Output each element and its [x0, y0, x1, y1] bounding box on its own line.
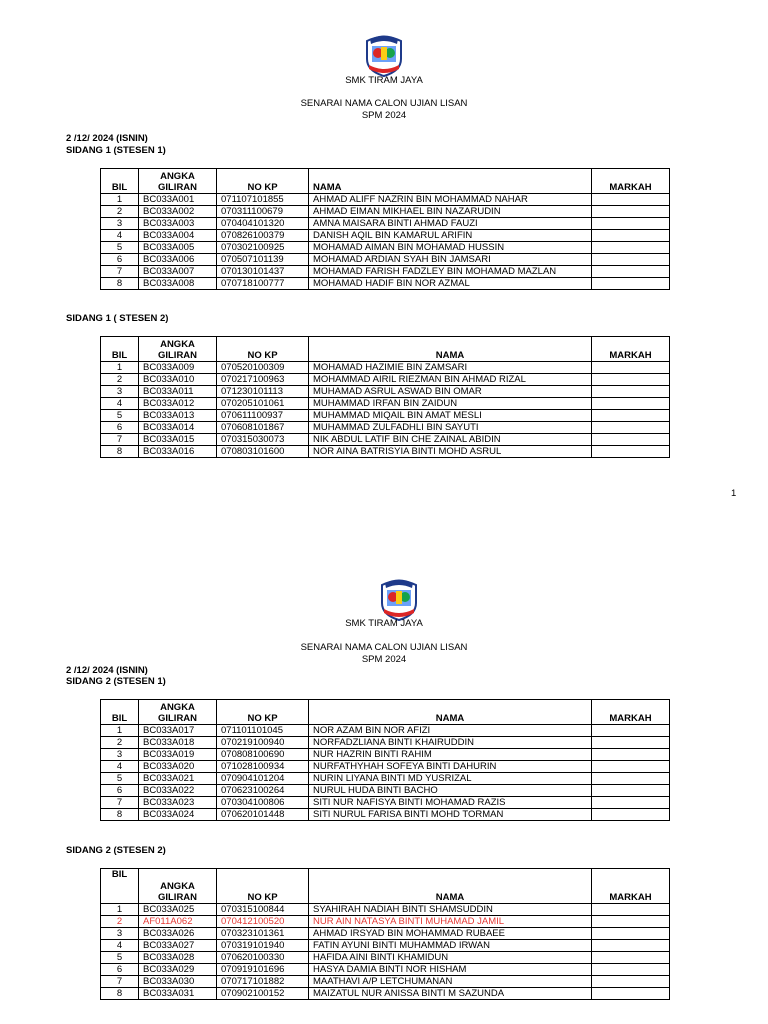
cell-angka-giliran: BC033A017: [139, 725, 217, 737]
cell-no-kp: 070826100379: [217, 230, 309, 242]
table-row: [101, 749, 670, 761]
cell-bil: 3: [101, 928, 139, 940]
table-row: [101, 206, 670, 218]
session-date: 2 /12/ 2024 (ISNIN): [66, 133, 148, 144]
table-row: [101, 737, 670, 749]
column-header-nama: NAMA: [309, 700, 592, 725]
cell-angka-giliran: BC033A011: [139, 386, 217, 398]
table-row: [101, 254, 670, 266]
cell-angka-giliran: BC033A019: [139, 749, 217, 761]
cell-bil: 4: [101, 398, 139, 410]
cell-bil: 2: [101, 916, 139, 928]
cell-bil: 4: [101, 230, 139, 242]
cell-nama: AHMAD EIMAN MIKHAEL BIN NAZARUDIN: [309, 206, 592, 218]
cell-no-kp: 070217100963: [217, 374, 309, 386]
cell-markah: [592, 266, 670, 278]
cell-no-kp: 070520100309: [217, 362, 309, 374]
session-heading: SIDANG 2 (STESEN 1): [66, 676, 166, 687]
cell-angka-giliran: BC033A002: [139, 206, 217, 218]
cell-no-kp: 070311100679: [217, 206, 309, 218]
table-row: [101, 809, 670, 821]
table-row: [101, 928, 670, 940]
cell-angka-giliran: BC033A004: [139, 230, 217, 242]
column-header-no-kp: NO KP: [217, 169, 309, 194]
table-row: [101, 386, 670, 398]
document-title: SENARAI NAMA CALON UJIAN LISAN: [300, 642, 468, 653]
cell-nama: MOHAMMAD AIRIL RIEZMAN BIN AHMAD RIZAL: [309, 374, 592, 386]
cell-bil: 6: [101, 254, 139, 266]
cell-markah: [592, 952, 670, 964]
cell-nama: NURUL HUDA BINTI BACHO: [309, 785, 592, 797]
column-header-nama: NAMA: [309, 869, 592, 904]
cell-nama: MOHAMAD HADIF BIN NOR AZMAL: [309, 278, 592, 290]
page-number: 1: [731, 488, 737, 499]
cell-nama: FATIN AYUNI BINTI MUHAMMAD IRWAN: [309, 940, 592, 952]
cell-angka-giliran: BC033A022: [139, 785, 217, 797]
table-row: [101, 797, 670, 809]
cell-nama: NOR AZAM BIN NOR AFIZI: [309, 725, 592, 737]
column-header-no-kp: NO KP: [217, 700, 309, 725]
cell-bil: 2: [101, 206, 139, 218]
cell-nama: AHMAD ALIFF NAZRIN BIN MOHAMMAD NAHAR: [309, 194, 592, 206]
cell-markah: [592, 362, 670, 374]
cell-no-kp: 070808100690: [217, 749, 309, 761]
column-header-bil: BIL: [101, 700, 139, 725]
cell-no-kp: 070902100152: [217, 988, 309, 1000]
session-heading: SIDANG 2 (STESEN 2): [66, 845, 166, 856]
cell-angka-giliran: BC033A013: [139, 410, 217, 422]
cell-nama: NURIN LIYANA BINTI MD YUSRIZAL: [309, 773, 592, 785]
cell-angka-giliran: BC033A031: [139, 988, 217, 1000]
table-row: [101, 785, 670, 797]
cell-no-kp: 070219100940: [217, 737, 309, 749]
cell-bil: 1: [101, 725, 139, 737]
cell-no-kp: 070611100937: [217, 410, 309, 422]
cell-bil: 8: [101, 988, 139, 1000]
table-row: [101, 976, 670, 988]
cell-bil: 7: [101, 976, 139, 988]
cell-bil: 3: [101, 218, 139, 230]
table-row: [101, 904, 670, 916]
cell-markah: [592, 797, 670, 809]
cell-angka-giliran: BC033A029: [139, 964, 217, 976]
cell-no-kp: 070319101940: [217, 940, 309, 952]
cell-markah: [592, 398, 670, 410]
cell-angka-giliran: BC033A008: [139, 278, 217, 290]
cell-nama: NORFADZLIANA BINTI KHAIRUDDIN: [309, 737, 592, 749]
cell-markah: [592, 761, 670, 773]
cell-angka-giliran: BC033A012: [139, 398, 217, 410]
cell-no-kp: 070904101204: [217, 773, 309, 785]
cell-nama: MAIZATUL NUR ANISSA BINTI M SAZUNDA: [309, 988, 592, 1000]
table-row: [101, 194, 670, 206]
cell-angka-giliran: BC033A018: [139, 737, 217, 749]
document-subtitle: SPM 2024: [361, 654, 407, 665]
table-row: [101, 362, 670, 374]
cell-nama: HASYA DAMIA BINTI NOR HISHAM: [309, 964, 592, 976]
cell-nama: MOHAMAD AIMAN BIN MOHAMAD HUSSIN: [309, 242, 592, 254]
cell-markah: [592, 737, 670, 749]
table-row: [101, 761, 670, 773]
cell-bil: 4: [101, 761, 139, 773]
cell-no-kp: 070608101867: [217, 422, 309, 434]
column-header-angka-giliran: ANGKA GILIRAN: [139, 700, 217, 725]
table-header-row: [101, 169, 670, 194]
cell-angka-giliran: AF011A062: [139, 916, 217, 928]
column-header-no-kp: NO KP: [217, 869, 309, 904]
cell-no-kp: 070718100777: [217, 278, 309, 290]
cell-markah: [592, 964, 670, 976]
table-row: [101, 398, 670, 410]
column-header-bil: BIL: [101, 169, 139, 194]
column-header-nama: NAMA: [309, 337, 592, 362]
table-row: [101, 940, 670, 952]
cell-angka-giliran: BC033A006: [139, 254, 217, 266]
table-row: [101, 230, 670, 242]
candidate-table: [100, 868, 670, 1000]
cell-angka-giliran: BC033A001: [139, 194, 217, 206]
cell-markah: [592, 218, 670, 230]
table-row: [101, 773, 670, 785]
cell-bil: 8: [101, 809, 139, 821]
cell-markah: [592, 749, 670, 761]
cell-nama: NURFATHYHAH SOFEYA BINTI DAHURIN: [309, 761, 592, 773]
cell-angka-giliran: BC033A021: [139, 773, 217, 785]
cell-markah: [592, 230, 670, 242]
table-row: [101, 988, 670, 1000]
cell-markah: [592, 976, 670, 988]
cell-markah: [592, 278, 670, 290]
candidate-table: [100, 699, 670, 821]
table-row: [101, 446, 670, 458]
cell-nama: MUHAMMAD IRFAN BIN ZAIDUN: [309, 398, 592, 410]
cell-no-kp: 070205101061: [217, 398, 309, 410]
document-subtitle: SPM 2024: [361, 110, 407, 121]
cell-markah: [592, 422, 670, 434]
cell-no-kp: 070315030073: [217, 434, 309, 446]
cell-markah: [592, 434, 670, 446]
table-row: [101, 374, 670, 386]
cell-angka-giliran: BC033A003: [139, 218, 217, 230]
cell-angka-giliran: BC033A027: [139, 940, 217, 952]
table-row: [101, 952, 670, 964]
cell-angka-giliran: BC033A026: [139, 928, 217, 940]
cell-no-kp: 070304100806: [217, 797, 309, 809]
cell-nama: NOR AINA BATRISYIA BINTI MOHD ASRUL: [309, 446, 592, 458]
cell-angka-giliran: BC033A020: [139, 761, 217, 773]
cell-nama: MUHAMMAD ZULFADHLI BIN SAYUTI: [309, 422, 592, 434]
cell-angka-giliran: BC033A009: [139, 362, 217, 374]
column-header-bil: BIL: [101, 337, 139, 362]
school-logo: [361, 33, 407, 77]
session-heading: SIDANG 1 (STESEN 1): [66, 145, 166, 156]
cell-nama: MUHAMMAD MIQAIL BIN AMAT MESLI: [309, 410, 592, 422]
document-title: SENARAI NAMA CALON UJIAN LISAN: [300, 98, 468, 109]
cell-nama: DANISH AQIL BIN KAMARUL ARIFIN: [309, 230, 592, 242]
column-header-bil: BIL: [101, 869, 139, 904]
candidate-table: [100, 336, 670, 458]
cell-nama: NUR AIN NATASYA BINTI MUHAMAD JAMIL: [309, 916, 592, 928]
cell-nama: AMNA MAISARA BINTI AHMAD FAUZI: [309, 218, 592, 230]
cell-no-kp: 070803101600: [217, 446, 309, 458]
column-header-markah: MARKAH: [592, 337, 670, 362]
cell-bil: 6: [101, 785, 139, 797]
cell-nama: SITI NURUL FARISA BINTI MOHD TORMAN: [309, 809, 592, 821]
cell-nama: NIK ABDUL LATIF BIN CHE ZAINAL ABIDIN: [309, 434, 592, 446]
column-header-angka-giliran: ANGKA GILIRAN: [139, 337, 217, 362]
cell-nama: MOHAMAD HAZIMIE BIN ZAMSARI: [309, 362, 592, 374]
column-header-nama: NAMA: [309, 169, 592, 194]
session-heading: SIDANG 1 ( STESEN 2): [66, 313, 169, 324]
cell-nama: SYAHIRAH NADIAH BINTI SHAMSUDDIN: [309, 904, 592, 916]
cell-markah: [592, 410, 670, 422]
cell-markah: [592, 904, 670, 916]
cell-markah: [592, 242, 670, 254]
cell-nama: AHMAD IRSYAD BIN MOHAMMAD RUBAEE: [309, 928, 592, 940]
cell-markah: [592, 809, 670, 821]
cell-no-kp: 070302100925: [217, 242, 309, 254]
cell-angka-giliran: BC033A024: [139, 809, 217, 821]
cell-nama: NUR HAZRIN BINTI RAHIM: [309, 749, 592, 761]
cell-no-kp: 070623100264: [217, 785, 309, 797]
cell-nama: MAATHAVI A/P LETCHUMANAN: [309, 976, 592, 988]
cell-no-kp: 070323101361: [217, 928, 309, 940]
cell-markah: [592, 928, 670, 940]
cell-markah: [592, 725, 670, 737]
cell-no-kp: 070717101882: [217, 976, 309, 988]
cell-angka-giliran: BC033A014: [139, 422, 217, 434]
cell-markah: [592, 386, 670, 398]
cell-bil: 2: [101, 737, 139, 749]
table-row: [101, 410, 670, 422]
cell-bil: 8: [101, 446, 139, 458]
cell-no-kp: 070130101437: [217, 266, 309, 278]
school-name: SMK TIRAM JAYA: [345, 618, 423, 629]
cell-nama: MOHAMAD ARDIAN SYAH BIN JAMSARI: [309, 254, 592, 266]
cell-markah: [592, 206, 670, 218]
cell-bil: 6: [101, 964, 139, 976]
cell-no-kp: 070620101448: [217, 809, 309, 821]
table-row: [101, 278, 670, 290]
school-name: SMK TIRAM JAYA: [345, 75, 423, 86]
table-row: [101, 725, 670, 737]
cell-bil: 7: [101, 797, 139, 809]
cell-no-kp: 070315100844: [217, 904, 309, 916]
cell-markah: [592, 194, 670, 206]
cell-no-kp: 071230101113: [217, 386, 309, 398]
cell-nama: SITI NUR NAFISYA BINTI MOHAMAD RAZIS: [309, 797, 592, 809]
column-header-markah: MARKAH: [592, 700, 670, 725]
table-row: [101, 422, 670, 434]
cell-no-kp: 071101101045: [217, 725, 309, 737]
cell-markah: [592, 988, 670, 1000]
table-header-row: [101, 700, 670, 725]
table-row: [101, 242, 670, 254]
cell-bil: 5: [101, 952, 139, 964]
cell-no-kp: 070507101139: [217, 254, 309, 266]
cell-no-kp: 071107101855: [217, 194, 309, 206]
cell-angka-giliran: BC033A015: [139, 434, 217, 446]
cell-bil: 5: [101, 773, 139, 785]
cell-nama: MOHAMAD FARISH FADZLEY BIN MOHAMAD MAZLAN: [309, 266, 592, 278]
cell-no-kp: 070620100330: [217, 952, 309, 964]
cell-bil: 1: [101, 194, 139, 206]
column-header-angka-giliran: ANGKA GILIRAN: [139, 169, 217, 194]
cell-bil: 8: [101, 278, 139, 290]
table-row: [101, 434, 670, 446]
cell-bil: 7: [101, 434, 139, 446]
cell-angka-giliran: BC033A025: [139, 904, 217, 916]
candidate-table: [100, 168, 670, 290]
table-header-row: [101, 337, 670, 362]
column-header-markah: MARKAH: [592, 169, 670, 194]
cell-no-kp: 071028100934: [217, 761, 309, 773]
cell-markah: [592, 254, 670, 266]
table-row: [101, 218, 670, 230]
cell-angka-giliran: BC033A016: [139, 446, 217, 458]
table-row: [101, 964, 670, 976]
session-date: 2 /12/ 2024 (ISNIN): [66, 665, 148, 676]
cell-angka-giliran: BC033A023: [139, 797, 217, 809]
cell-markah: [592, 374, 670, 386]
cell-markah: [592, 773, 670, 785]
cell-no-kp: 070404101320: [217, 218, 309, 230]
cell-bil: 5: [101, 242, 139, 254]
cell-nama: MUHAMAD ASRUL ASWAD BIN OMAR: [309, 386, 592, 398]
cell-bil: 2: [101, 374, 139, 386]
cell-bil: 5: [101, 410, 139, 422]
cell-bil: 3: [101, 749, 139, 761]
cell-no-kp: 070412100520: [217, 916, 309, 928]
table-row: [101, 266, 670, 278]
cell-no-kp: 070919101696: [217, 964, 309, 976]
column-header-angka-giliran: ANGKA GILIRAN: [139, 869, 217, 904]
column-header-markah: MARKAH: [592, 869, 670, 904]
cell-markah: [592, 785, 670, 797]
cell-bil: 3: [101, 386, 139, 398]
cell-angka-giliran: BC033A010: [139, 374, 217, 386]
cell-angka-giliran: BC033A030: [139, 976, 217, 988]
cell-bil: 4: [101, 940, 139, 952]
cell-angka-giliran: BC033A007: [139, 266, 217, 278]
column-header-no-kp: NO KP: [217, 337, 309, 362]
cell-bil: 1: [101, 362, 139, 374]
cell-nama: HAFIDA AINI BINTI KHAMIDUN: [309, 952, 592, 964]
cell-bil: 7: [101, 266, 139, 278]
cell-markah: [592, 916, 670, 928]
cell-markah: [592, 446, 670, 458]
table-header-row: [101, 869, 670, 904]
table-row: [101, 916, 670, 928]
cell-markah: [592, 940, 670, 952]
cell-angka-giliran: BC033A005: [139, 242, 217, 254]
school-logo: [376, 577, 422, 621]
cell-angka-giliran: BC033A028: [139, 952, 217, 964]
cell-bil: 1: [101, 904, 139, 916]
cell-bil: 6: [101, 422, 139, 434]
